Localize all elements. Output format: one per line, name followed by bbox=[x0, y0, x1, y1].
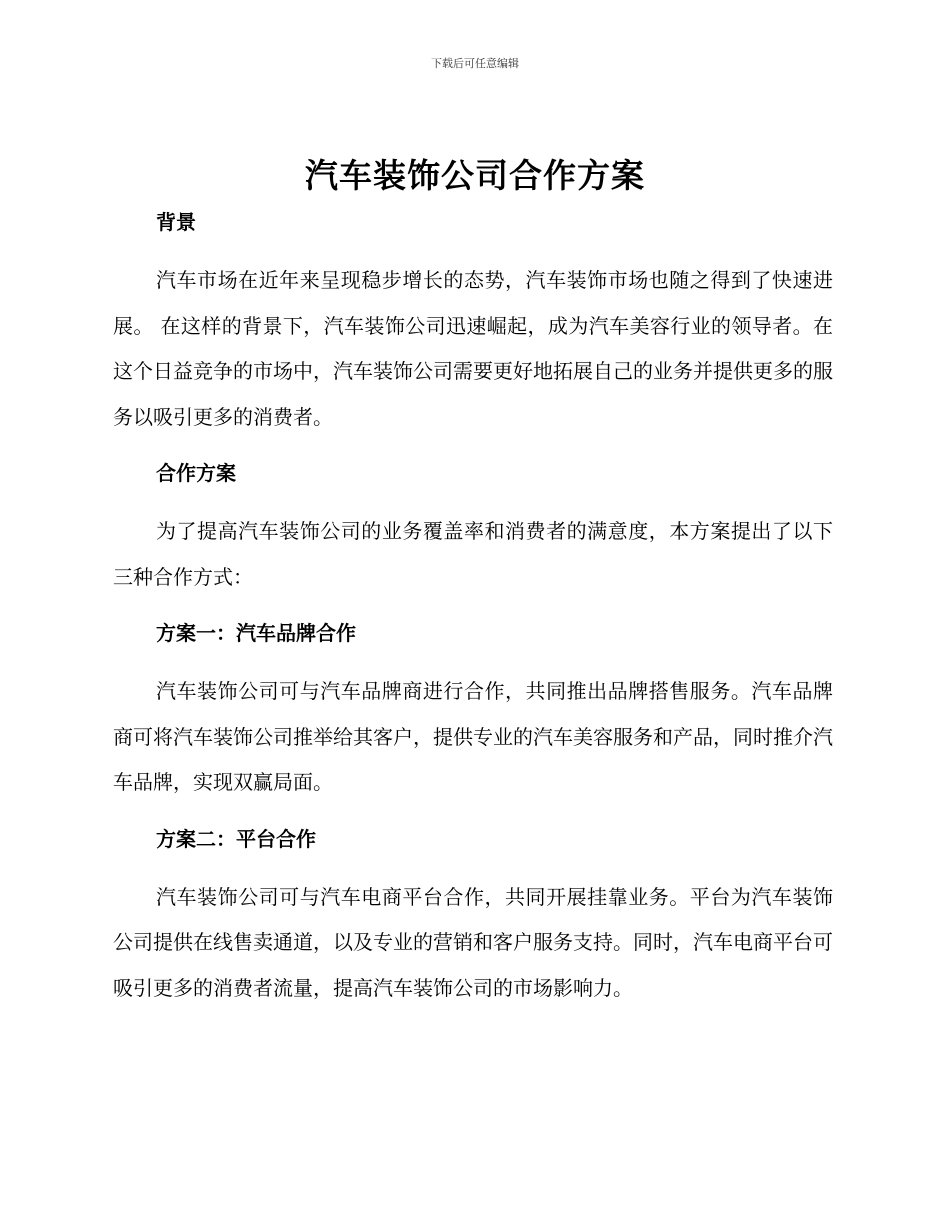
header-note: 下载后可任意编辑 bbox=[431, 57, 519, 70]
section-paragraph: 为了提高汽车装饰公司的业务覆盖率和消费者的满意度，本方案提出了以下三种合作方式： bbox=[113, 519, 833, 589]
section-heading: 方案一：汽车品牌合作 bbox=[156, 621, 356, 645]
section-paragraph: 汽车市场在近年来呈现稳步增长的态势，汽车装饰市场也随之得到了快速进展。 在这样的背景下，汽车装饰公司迅速崛起，成为汽车美容行业的领导者。在这个日益竞争的市场中，汽车装饰公司需要更好地拓展自己的业务并提供更多的服务以吸引更多的消费者。 bbox=[113, 268, 833, 429]
document-body bbox=[113, 202, 833, 1011]
section-paragraph: 汽车装饰公司可与汽车品牌商进行合作，共同推出品牌搭售服务。汽车品牌商可将汽车装饰公司推举给其客户，提供专业的汽车美容服务和产品，同时推介汽车品牌，实现双赢局面。 bbox=[113, 679, 833, 794]
section-heading: 方案二：平台合作 bbox=[156, 826, 316, 851]
section-heading: 合作方案 bbox=[156, 461, 236, 485]
document-title: 汽车装饰公司合作方案 bbox=[305, 156, 645, 195]
section-plan-two bbox=[113, 819, 833, 1012]
section-cooperation-plan bbox=[113, 453, 833, 613]
section-heading: 背景 bbox=[156, 210, 196, 234]
section-background bbox=[113, 202, 833, 453]
section-plan-one bbox=[113, 613, 833, 819]
section-paragraph: 汽车装饰公司可与汽车电商平台合作，共同开展挂靠业务。平台为汽车装饰公司提供在线售卖通道，以及专业的营销和客户服务支持。同时，汽车电商平台可吸引更多的消费者流量，提高汽车装饰公司的市场影响力。 bbox=[113, 884, 833, 1000]
